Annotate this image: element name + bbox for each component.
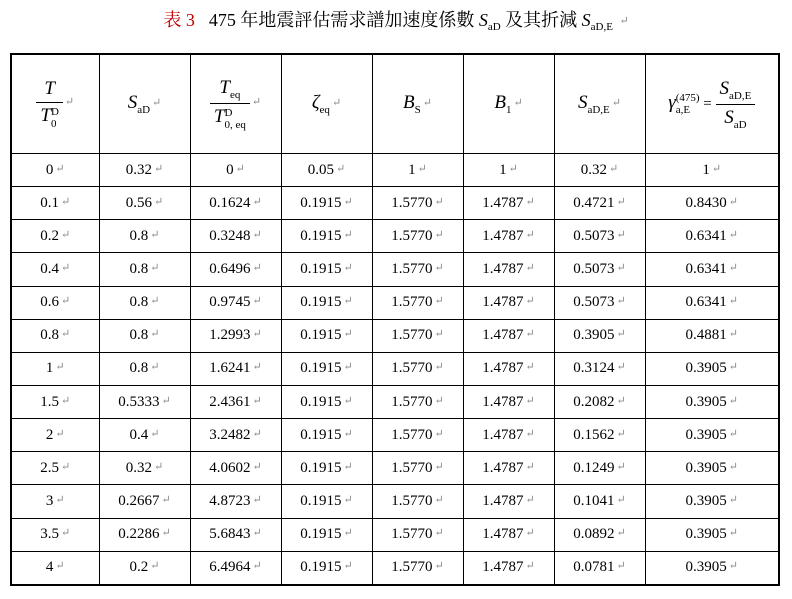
table-cell: 0.5073 ↵	[554, 220, 645, 253]
table-cell: 1.5770 ↵	[372, 286, 463, 319]
table-cell: 1.4787 ↵	[463, 286, 554, 319]
table-cell: 1.4787 ↵	[463, 419, 554, 452]
table-cell: 0.4 ↵	[99, 419, 190, 452]
table-cell: 5.6843 ↵	[190, 518, 281, 551]
table-cell: 0.1624 ↵	[190, 187, 281, 220]
header-sad-e: $S_{aD,E}↵$	[554, 54, 645, 154]
header-period-ratio: T T D 0 ↵	[11, 54, 99, 154]
table-cell: 0.1915 ↵	[281, 385, 372, 418]
table-cell: 1 ↵	[645, 154, 779, 187]
paragraph-mark: ↵	[619, 15, 629, 27]
table-cell: 0.8 ↵	[99, 319, 190, 352]
header-gamma-ratio: γ (475) a,E = $\frac{S_{aD,E}}{S_{aD}}$	[645, 54, 779, 154]
table-cell: 6.4964 ↵	[190, 551, 281, 585]
table-cell: 0.6341 ↵	[645, 253, 779, 286]
table-cell: 0.8 ↵	[99, 253, 190, 286]
table-cell: 1 ↵	[11, 352, 99, 385]
table-cell: 1.4787 ↵	[463, 352, 554, 385]
table-cell: 0.1915 ↵	[281, 452, 372, 485]
table-body	[11, 154, 779, 586]
table-row	[11, 352, 779, 385]
table-cell: 0.3905 ↵	[645, 485, 779, 518]
header-zeta-eq: $\zeta_{eq}↵$	[281, 54, 372, 154]
table-cell: 1.5770 ↵	[372, 485, 463, 518]
title-text: 475 年地震評估需求譜加速度係數	[208, 10, 475, 30]
table-row	[11, 286, 779, 319]
table-row	[11, 518, 779, 551]
table-cell: 0.5073 ↵	[554, 253, 645, 286]
table-row	[11, 452, 779, 485]
table-cell: 0.1915 ↵	[281, 187, 372, 220]
table-cell: 1.4787 ↵	[463, 187, 554, 220]
table-cell: 0.1915 ↵	[281, 286, 372, 319]
table-cell: 2.4361 ↵	[190, 385, 281, 418]
table-cell: 0.0781 ↵	[554, 551, 645, 585]
table-row	[11, 485, 779, 518]
table-cell: 1.5 ↵	[11, 385, 99, 418]
table-cell: 0.3248 ↵	[190, 220, 281, 253]
table-cell: 4.0602 ↵	[190, 452, 281, 485]
table-cell: 0.8430 ↵	[645, 187, 779, 220]
table-cell: 1.5770 ↵	[372, 551, 463, 585]
title-symbol-s-reduced: $S_{aD,E}$	[581, 10, 613, 33]
table-cell: 1.6241 ↵	[190, 352, 281, 385]
table-cell: 0.2 ↵	[99, 551, 190, 585]
table-cell: 3.2482 ↵	[190, 419, 281, 452]
table-cell: 0.05 ↵	[281, 154, 372, 187]
table-cell: 1.5770 ↵	[372, 419, 463, 452]
table-row	[11, 220, 779, 253]
table-cell: 1.5770 ↵	[372, 220, 463, 253]
table-cell: 1.4787 ↵	[463, 452, 554, 485]
header-bs: $B_S↵$	[372, 54, 463, 154]
table-cell: 0.1915 ↵	[281, 319, 372, 352]
header-b1: $B_1↵$	[463, 54, 554, 154]
table-cell: 2 ↵	[11, 419, 99, 452]
table-cell: 0.3905 ↵	[645, 551, 779, 585]
table-cell: 1.4787 ↵	[463, 220, 554, 253]
table-cell: 0.6496 ↵	[190, 253, 281, 286]
table-cell: 0.1249 ↵	[554, 452, 645, 485]
table-title	[0, 6, 792, 41]
table-row	[11, 551, 779, 585]
table-row	[11, 319, 779, 352]
table-cell: 1.5770 ↵	[372, 352, 463, 385]
table-cell: 1.5770 ↵	[372, 319, 463, 352]
table-cell: 1.2993 ↵	[190, 319, 281, 352]
table-cell: 0 ↵	[11, 154, 99, 187]
table-cell: 0.2286 ↵	[99, 518, 190, 551]
table-cell: 1.5770 ↵	[372, 187, 463, 220]
table-cell: 1 ↵	[463, 154, 554, 187]
table-cell: 1.4787 ↵	[463, 253, 554, 286]
table-cell: 0.1915 ↵	[281, 551, 372, 585]
table-cell: 0.0892 ↵	[554, 518, 645, 551]
data-table	[10, 53, 780, 586]
table-cell: 0.5333 ↵	[99, 385, 190, 418]
table-cell: 0.3905 ↵	[645, 452, 779, 485]
table-cell: 1.4787 ↵	[463, 551, 554, 585]
table-cell: 1.4787 ↵	[463, 385, 554, 418]
table-cell: 0.32 ↵	[99, 154, 190, 187]
table-cell: 0.5073 ↵	[554, 286, 645, 319]
table-cell: 0.1915 ↵	[281, 485, 372, 518]
table-cell: 0.3905 ↵	[645, 518, 779, 551]
table-cell: 4.8723 ↵	[190, 485, 281, 518]
table-cell: 0.1 ↵	[11, 187, 99, 220]
table-cell: 0.2082 ↵	[554, 385, 645, 418]
table-cell: 0.4881 ↵	[645, 319, 779, 352]
table-cell: 0.6341 ↵	[645, 220, 779, 253]
table-cell: 0.4721 ↵	[554, 187, 645, 220]
header-teq-ratio: $T_{eq}$ T D 0, eq ↵	[190, 54, 281, 154]
table-cell: 1 ↵	[372, 154, 463, 187]
table-row	[11, 154, 779, 187]
table-cell: 1.4787 ↵	[463, 518, 554, 551]
table-cell: 0.8 ↵	[99, 286, 190, 319]
table-cell: 0.8 ↵	[11, 319, 99, 352]
table-cell: 3 ↵	[11, 485, 99, 518]
table-cell: 0.1915 ↵	[281, 220, 372, 253]
table-cell: 0 ↵	[190, 154, 281, 187]
table-cell: 0.1915 ↵	[281, 253, 372, 286]
table-row	[11, 385, 779, 418]
table-cell: 1.5770 ↵	[372, 253, 463, 286]
table-cell: 0.8 ↵	[99, 220, 190, 253]
table-cell: 0.3905 ↵	[645, 352, 779, 385]
table-cell: 1.5770 ↵	[372, 452, 463, 485]
table-row	[11, 187, 779, 220]
table-cell: 0.9745 ↵	[190, 286, 281, 319]
table-cell: 0.32 ↵	[99, 452, 190, 485]
table-cell: 0.3905 ↵	[554, 319, 645, 352]
table-cell: 1.5770 ↵	[372, 385, 463, 418]
table-cell: 0.4 ↵	[11, 253, 99, 286]
table-row	[11, 253, 779, 286]
table-row	[11, 419, 779, 452]
header-row	[11, 54, 779, 154]
table-cell: 0.3905 ↵	[645, 419, 779, 452]
table-cell: 1.5770 ↵	[372, 518, 463, 551]
table-cell: 0.3905 ↵	[645, 385, 779, 418]
table-cell: 0.6 ↵	[11, 286, 99, 319]
table-cell: 2.5 ↵	[11, 452, 99, 485]
table-cell: 0.1915 ↵	[281, 352, 372, 385]
table-cell: 0.56 ↵	[99, 187, 190, 220]
title-conjunction: 及其折減	[505, 10, 578, 30]
table-cell: 0.1041 ↵	[554, 485, 645, 518]
table-cell: 0.3124 ↵	[554, 352, 645, 385]
table-cell: 0.8 ↵	[99, 352, 190, 385]
table-cell: 4 ↵	[11, 551, 99, 585]
table-cell: 0.2 ↵	[11, 220, 99, 253]
title-symbol-s: $S_{aD}$	[478, 10, 501, 33]
table-cell: 1.4787 ↵	[463, 319, 554, 352]
table-cell: 0.32 ↵	[554, 154, 645, 187]
table-cell: 1.4787 ↵	[463, 485, 554, 518]
table-cell: 0.1562 ↵	[554, 419, 645, 452]
table-number: 表 3	[163, 10, 195, 30]
table-cell: 0.1915 ↵	[281, 419, 372, 452]
table-cell: 0.1915 ↵	[281, 518, 372, 551]
table-cell: 0.2667 ↵	[99, 485, 190, 518]
table-cell: 3.5 ↵	[11, 518, 99, 551]
header-sad: $S_{aD}↵$	[99, 54, 190, 154]
table-cell: 0.6341 ↵	[645, 286, 779, 319]
